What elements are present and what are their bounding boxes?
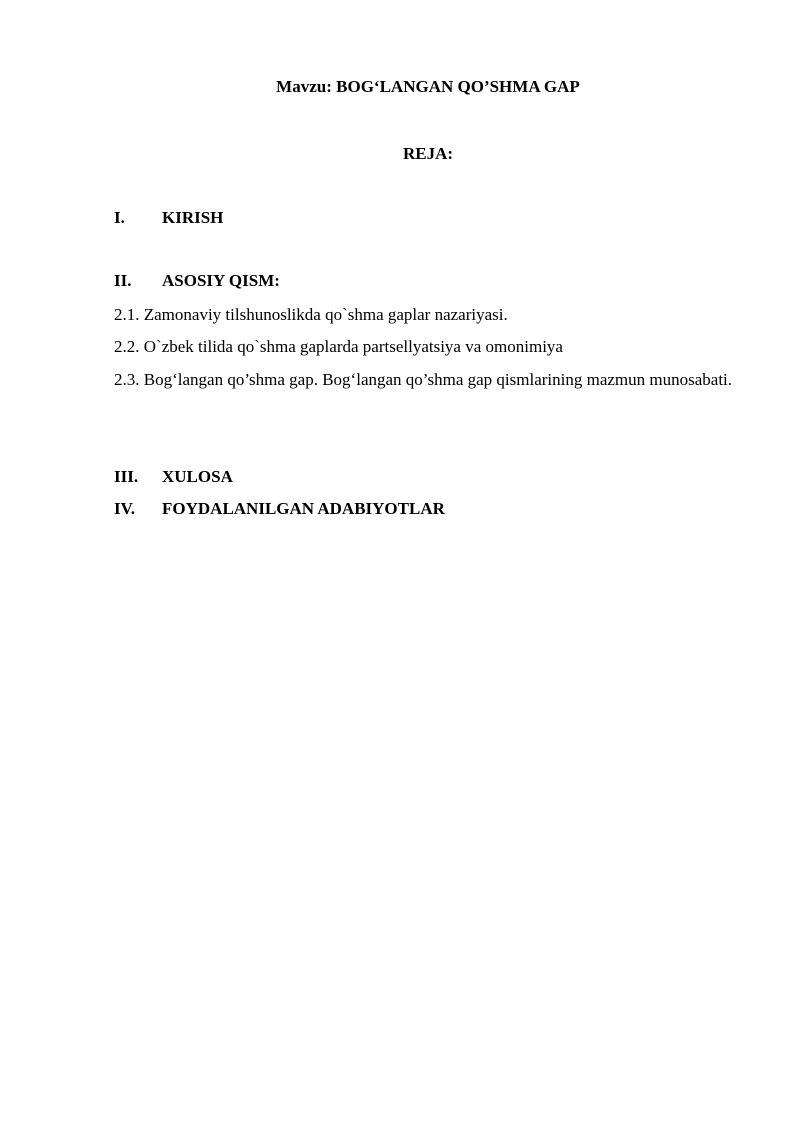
- document-title: Mavzu: BOG‘LANGAN QO’SHMA GAP: [276, 77, 580, 96]
- subitem-2-1: 2.1. Zamonaviy tilshunoslikda qo`shma gaplar nazariyasi.: [114, 305, 508, 324]
- section-numeral: I.: [114, 208, 125, 227]
- section-references: [114, 499, 445, 519]
- subitem-2-3: 2.3. Bog‘langan qo’shma gap. Bog‘langan qo’shma gap qismlarining mazmun munosabati.: [114, 370, 733, 389]
- plan-heading: REJA:: [402, 144, 454, 163]
- section-numeral: IV.: [114, 499, 135, 518]
- section-label: KIRISH: [162, 208, 224, 227]
- section-numeral: II.: [114, 271, 132, 290]
- section-conclusion: [114, 467, 233, 487]
- section-label: FOYDALANILGAN ADABIYOTLAR: [162, 499, 445, 518]
- section-label: ASOSIY QISM:: [162, 271, 280, 290]
- subitem-2-2: 2.2. O`zbek tilida qo`shma gaplarda partsellyatsiya va omonimiya: [114, 337, 563, 356]
- section-main-part: [114, 271, 280, 291]
- section-label: XULOSA: [162, 467, 233, 486]
- section-numeral: III.: [114, 467, 139, 486]
- section-introduction: [114, 208, 223, 228]
